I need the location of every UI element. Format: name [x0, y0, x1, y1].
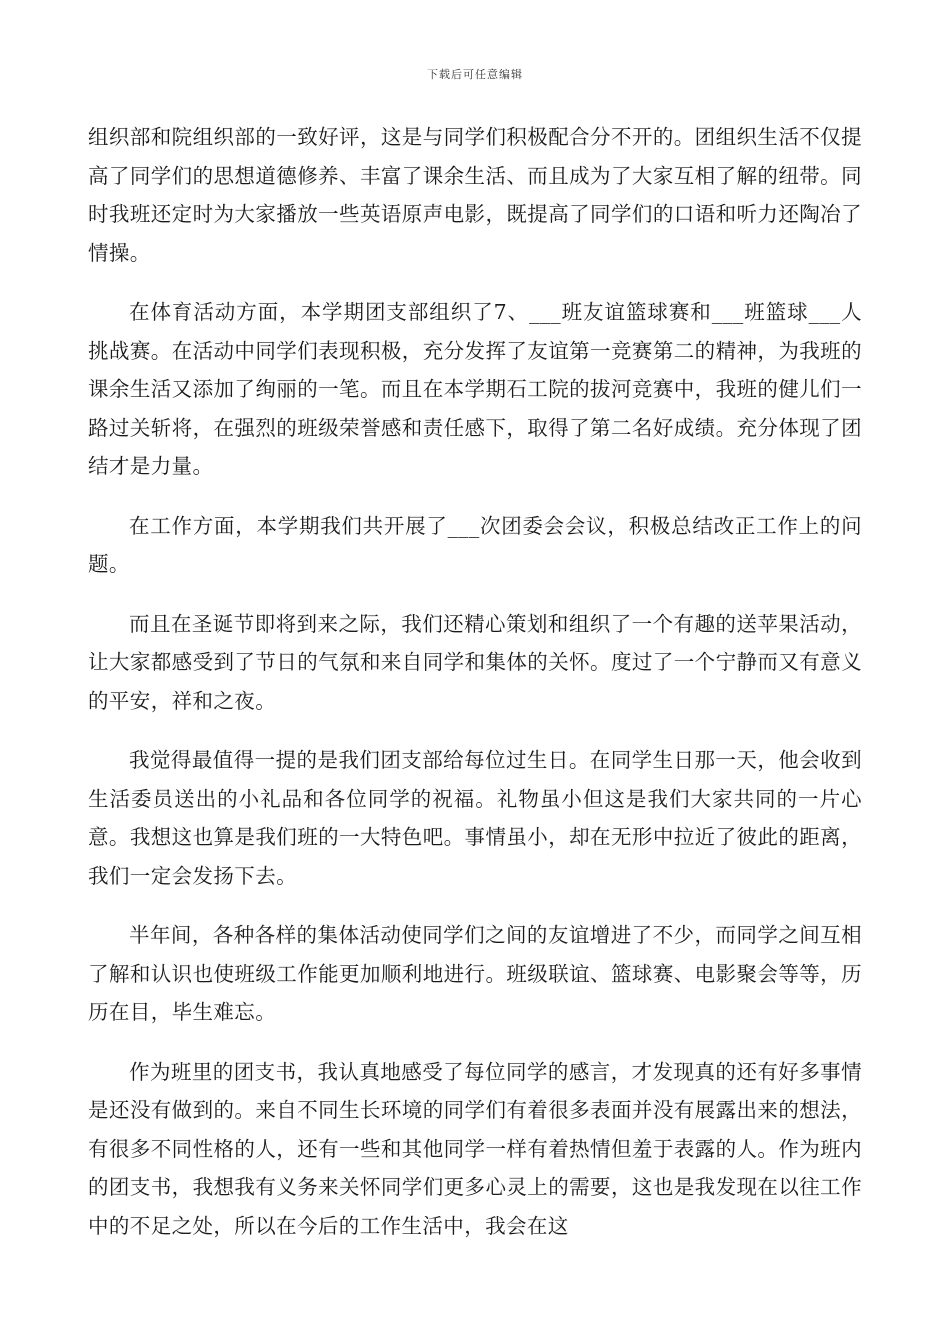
paragraph-birthday: 我觉得最值得一提的是我们团支部给每位过生日。在同学生日那一天，他会收到生活委员送出的小礼品和各位同学的祝福。礼物虽小但这是我们大家共同的一片心意。我想这也算是我们班的一大特色吧。事情虽小，却在无形中拉近了彼此的距离，我们一定会发扬下去。: [88, 748, 862, 888]
document-body: [88, 118, 862, 1266]
paragraph-half-year: 半年间，各种各样的集体活动使同学们之间的友谊增进了不少，而同学之间互相了解和认识也使班级工作能更加顺利地进行。班级联谊、篮球赛、电影聚会等等，历历在目，毕生难忘。: [88, 923, 862, 1024]
paragraph-secretary: 作为班里的团支书，我认真地感受了每位同学的感言，才发现真的还有好多事情是还没有做到的。来自不同生长环境的同学们有着很多表面并没有展露出来的想法，有很多不同性格的人，还有一些和其他同学一样有着热情但羞于表露的人。作为班内的团支书，我想我有义务来关怀同学们更多心灵上的需要，这也是我发现在以往工作中的不足之处，所以在今后的工作生活中，我会在这: [88, 1059, 862, 1238]
paragraph-work: 在工作方面，本学期我们共开展了___次团委会会议，积极总结改正工作上的问题。: [88, 513, 862, 576]
paragraph-christmas: 而且在圣诞节即将到来之际，我们还精心策划和组织了一个有趣的送苹果活动，让大家都感受到了节日的气氛和来自同学和集体的关怀。度过了一个宁静而又有意义的平安，祥和之夜。: [88, 611, 862, 713]
header-note: 下载后可任意编辑: [427, 68, 523, 81]
paragraph-sports: 在体育活动方面，本学期团支部组织了7、___班友谊篮球赛和___班篮球___人挑战赛。在活动中同学们表现积极，充分发挥了友谊第一竞赛第二的精神，为我班的课余生活又添加了绚丽的一笔。而且在本学期石工院的拔河竞赛中，我班的健儿们一路过关斩将，在强烈的班级荣誉感和责任感下，取得了第二名好成绩。充分体现了团结才是力量。: [88, 300, 862, 478]
paragraph-continuation: 组织部和院组织部的一致好评，这是与同学们积极配合分不开的。团组织生活不仅提高了同学们的思想道德修养、丰富了课余生活、而且成为了大家互相了解的纽带。同时我班还定时为大家播放一些英语原声电影，既提高了同学们的口语和听力还陶冶了情操。: [88, 125, 862, 265]
